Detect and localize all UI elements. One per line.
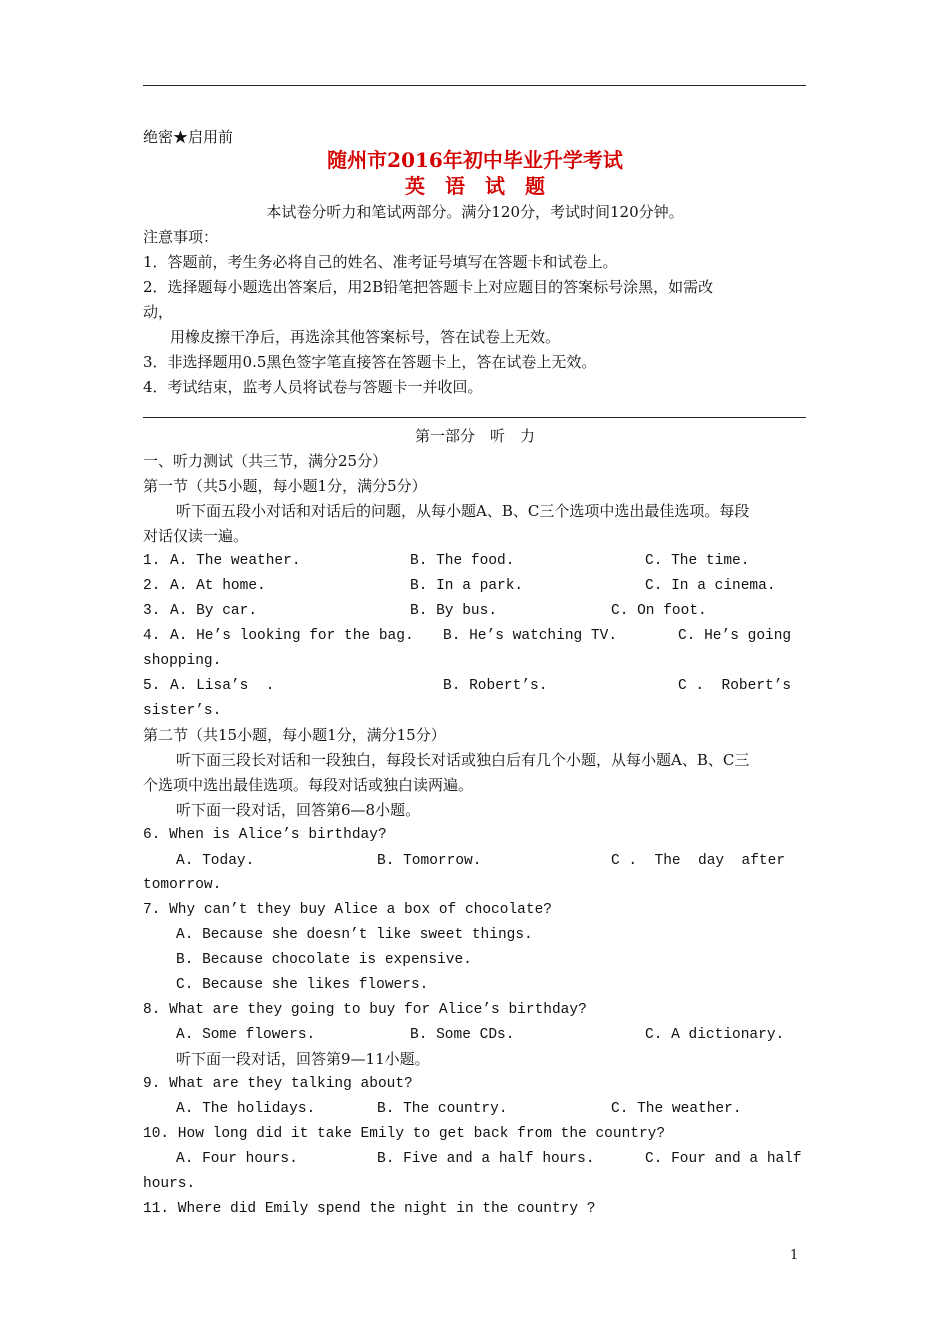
section2-title: 第二节（共15小题，每小题1分，满分15分） [143, 726, 446, 744]
top-rule [143, 85, 806, 86]
q1-number: 1. [143, 553, 161, 569]
note-4: 4．考试结束，监考人员将试卷与答题卡一并收回。 [143, 378, 483, 396]
q7-option-c: C. Because she likes flowers. [176, 977, 429, 993]
dialogue-2-intro: 听下面一段对话，回答第9—11小题。 [176, 1050, 430, 1068]
q8-option-b: B. Some CDs. [410, 1027, 515, 1043]
q3-number: 3. [143, 603, 161, 619]
q4-number: 4. [143, 628, 161, 644]
q5-option-c-cont: sister’s. [143, 703, 222, 719]
page-number: 1 [790, 1248, 799, 1263]
note-1: 1．答题前，考生务必将自己的姓名、准考证号填写在答题卡和试卷上。 [143, 253, 618, 271]
section1-instructions-b: 对话仅读一遍。 [143, 527, 249, 545]
listening-section: 一、听力测试（共三节，满分25分） [143, 452, 388, 470]
q1-option-a: A. The weather. [170, 553, 301, 569]
q4-option-c-cont: shopping. [143, 653, 222, 669]
exam-intro: 本试卷分听力和笔试两部分。满分120分，考试时间120分钟。 [266, 203, 684, 221]
q9-stem: 9. What are they talking about? [143, 1076, 413, 1092]
q6-option-a: A. Today. [176, 853, 255, 869]
section1-instructions-a: 听下面五段小对话和对话后的问题，从每小题A、B、C三个选项中选出最佳选项。每段 [176, 502, 750, 520]
q8-stem: 8. What are they going to buy for Alice’s birthday? [143, 1002, 587, 1018]
q7-option-a: A. Because she doesn’t like sweet things. [176, 927, 533, 943]
q7-option-b: B. Because chocolate is expensive. [176, 952, 472, 968]
q6-option-c: C . The day after [611, 853, 786, 869]
q1-option-c: C. The time. [645, 553, 750, 569]
q3-option-b: B. By bus. [410, 603, 498, 619]
exam-title: 随州市2016年初中毕业升学考试 [327, 148, 623, 172]
note-2c: 用橡皮擦干净后，再选涂其他答案标号，答在试卷上无效。 [170, 328, 561, 346]
section-rule [143, 417, 806, 418]
section2-instructions-b: 个选项中选出最佳选项。每段对话或独白读两遍。 [143, 776, 474, 794]
q2-option-b: B. In a park. [410, 578, 524, 594]
notes-heading: 注意事项： [143, 228, 219, 246]
q4-option-a: A. He’s looking for the bag. [170, 628, 414, 644]
q2-option-a: A. At home. [170, 578, 266, 594]
q10-option-a: A. Four hours. [176, 1151, 298, 1167]
dialogue-1-intro: 听下面一段对话，回答第6—8小题。 [176, 801, 421, 819]
exam-subtitle: 英 语 试 题 [405, 174, 545, 198]
q2-number: 2. [143, 578, 161, 594]
q3-option-a: A. By car. [170, 603, 258, 619]
q9-option-c: C. The weather. [611, 1101, 742, 1117]
q10-stem: 10. How long did it take Emily to get back from the country? [143, 1126, 666, 1142]
section1-title: 第一节（共5小题，每小题1分，满分5分） [143, 477, 427, 495]
q9-option-a: A. The holidays. [176, 1101, 316, 1117]
q4-option-b: B. He’s watching TV. [443, 628, 618, 644]
q5-option-a: A. Lisa’s . [170, 678, 275, 694]
note-2a: 2．选择题每小题选出答案后，用2B铅笔把答题卡上对应题目的答案标号涂黑，如需改 [143, 278, 714, 296]
q10-option-b: B. Five and a half hours. [377, 1151, 595, 1167]
q5-number: 5. [143, 678, 161, 694]
q1-option-b: B. The food. [410, 553, 515, 569]
q8-option-a: A. Some flowers. [176, 1027, 316, 1043]
q2-option-c: C. In a cinema. [645, 578, 776, 594]
q6-stem: 6. When is Alice’s birthday? [143, 827, 387, 843]
q6-option-c-cont: tomorrow. [143, 877, 222, 893]
q7-stem: 7. Why can’t they buy Alice a box of chocolate? [143, 902, 552, 918]
q8-option-c: C. A dictionary. [645, 1027, 785, 1043]
q4-option-c: C. He’s going [678, 628, 792, 644]
part1-heading: 第一部分 听 力 [414, 427, 535, 445]
q3-option-c: C. On foot. [611, 603, 707, 619]
q11-stem: 11. Where did Emily spend the night in the country ? [143, 1201, 596, 1217]
q6-option-b: B. Tomorrow. [377, 853, 482, 869]
note-3: 3．非选择题用0.5黑色签字笔直接答在答题卡上，答在试卷上无效。 [143, 353, 597, 371]
q5-option-b: B. Robert’s. [443, 678, 548, 694]
q10-option-c-cont: hours. [143, 1176, 196, 1192]
secret-label: 绝密★启用前 [143, 128, 234, 146]
q10-option-c: C. Four and a half [645, 1151, 802, 1167]
note-2b: 动， [143, 303, 174, 321]
q5-option-c: C . Robert’s [678, 678, 792, 694]
q9-option-b: B. The country. [377, 1101, 508, 1117]
section2-instructions-a: 听下面三段长对话和一段独白，每段长对话或独白后有几个小题，从每小题A、B、C三 [176, 751, 750, 769]
